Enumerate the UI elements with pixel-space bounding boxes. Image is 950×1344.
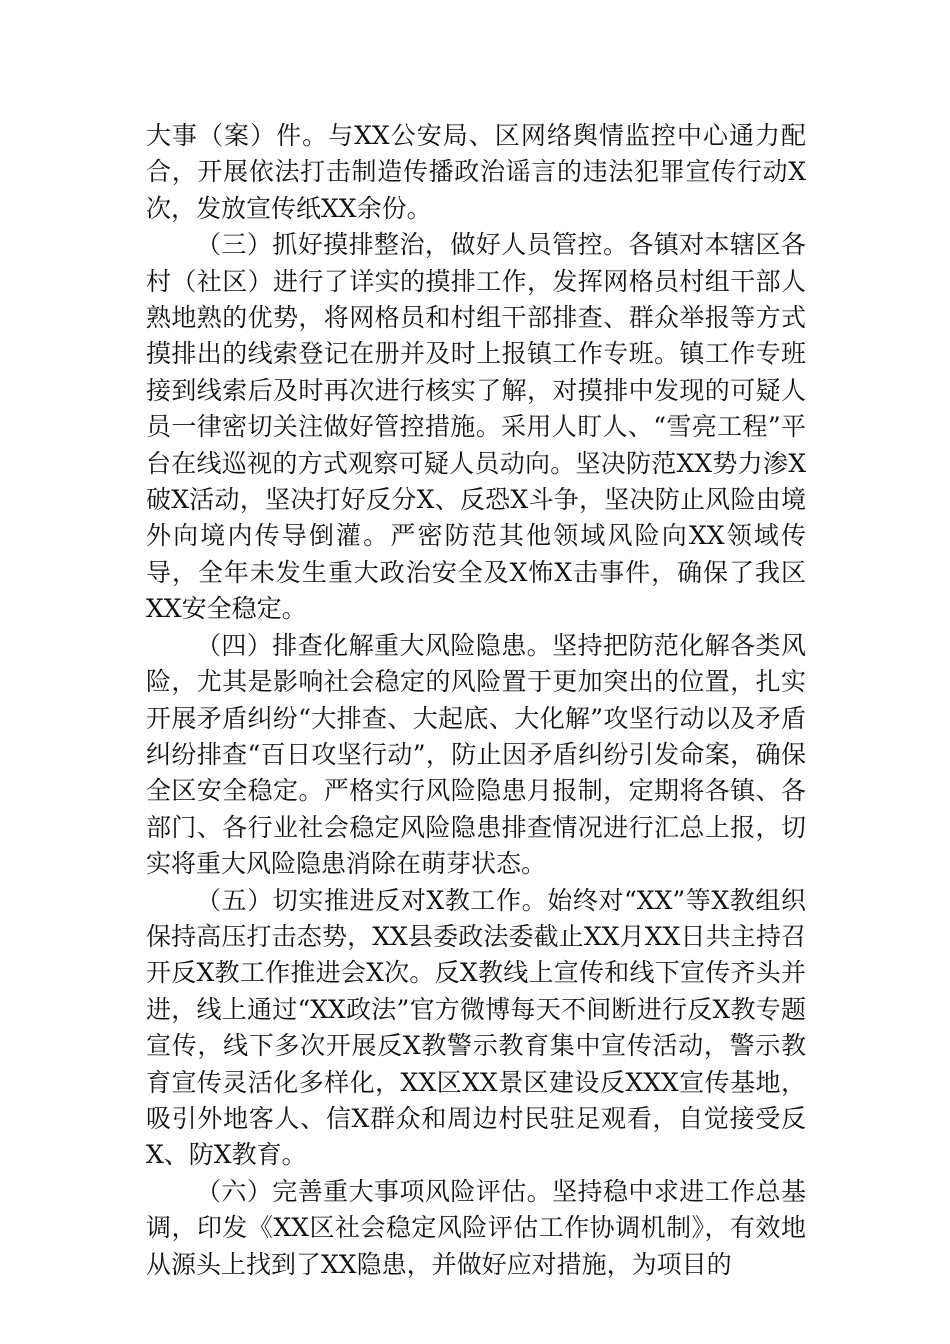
document-body — [146, 118, 806, 1283]
paragraph-continuation: 大事（案）件。与XX公安局、区网络舆情监控中心通力配合，开展依法打击制造传播政治谣言的违法犯罪宣传行动X次，发放宣传纸XX余份。 — [146, 121, 806, 223]
paragraph-section-3: （三）抓好摸排整治，做好人员管控。各镇对本辖区各村（社区）进行了详实的摸排工作，发挥网格员村组干部人熟地熟的优势，将网格员和村组干部排查、群众举报等方式摸排出的线索登记在册并及时上报镇工作专班。镇工作专班接到线索后及时再次进行核实了解，对摸排中发现的可疑人员一律密切关注做好管控措施。采用人盯人、“雪亮工程”平台在线巡视的方式观察可疑人员动向。坚决防范XX势力渗X破X活动，坚决打好反分X、反恐X斗争，坚决防止风险由境外向境内传导倒灌。严密防范其他领域风险向XX领域传导，全年未发生重大政治安全及X怖X击事件，确保了我区XX安全稳定。 — [146, 230, 806, 624]
paragraph-section-4: （四）排查化解重大风险隐患。坚持把防范化解各类风险，尤其是影响社会稳定的风险置于更加突出的位置，扎实开展矛盾纠纷“大排查、大起底、大化解”攻坚行动以及矛盾纠纷排查“百日攻坚行动”，防止因矛盾纠纷引发命案，确保全区安全稳定。严格实行风险隐患月报制，定期将各镇、各部门、各行业社会稳定风险隐患排查情况进行汇总上报，切实将重大风险隐患消除在萌芽状态。 — [146, 630, 806, 879]
paragraph-section-5: （五）切实推进反对X教工作。始终对“XX”等X教组织保持高压打击态势，XX县委政法委截止XX月XX日共主持召开反X教工作推进会X次。反X教线上宣传和线下宣传齐头并进，线上通过“XX政法”官方微博每天不间断进行反X教专题宣传，线下多次开展反X教警示教育集中宣传活动，警示教育宣传灵活化多样化，XX区XX景区建设反XXX宣传基地，吸引外地客人、信X群众和周边村民驻足观看，自觉接受反X、防X教育。 — [146, 885, 806, 1170]
paragraph-section-6: （六）完善重大事项风险评估。坚持稳中求进工作总基调，印发《XX区社会稳定风险评估工作协调机制》，有效地从源头上找到了XX隐患，并做好应对措施，为项目的 — [146, 1176, 806, 1279]
